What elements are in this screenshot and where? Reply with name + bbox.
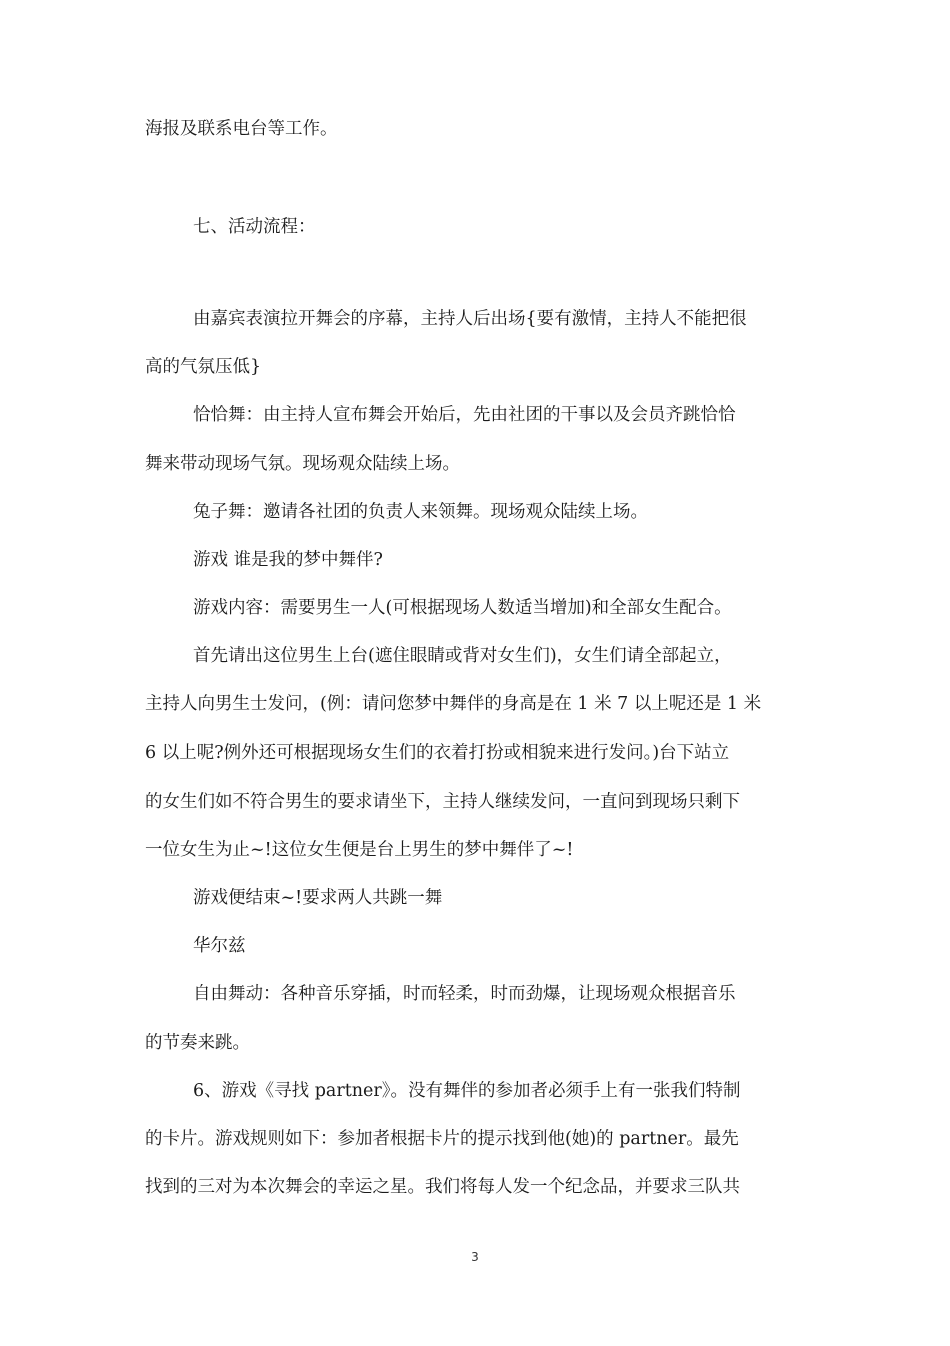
text-line: 一位女生为止~!这位女生便是台上男生的梦中舞伴了~! <box>145 840 574 860</box>
text-line: 高的气氛压低} <box>145 357 262 377</box>
text-line: 6 以上呢?例外还可根据现场女生们的衣着打扮或相貌来进行发问。)台下站立 <box>145 743 730 763</box>
text-line: 的卡片。游戏规则如下：参加者根据卡片的提示找到他(她)的 partner。最先 <box>145 1129 739 1149</box>
text-line: 兔子舞：邀请各社团的负责人来领舞。现场观众陆续上场。 <box>193 502 648 522</box>
text-line: 找到的三对为本次舞会的幸运之星。我们将每人发一个纪念品，并要求三队共 <box>145 1177 740 1197</box>
text-line: 海报及联系电台等工作。 <box>145 119 338 139</box>
text-line: 游戏 谁是我的梦中舞伴? <box>193 550 383 570</box>
text-line: 恰恰舞：由主持人宣布舞会开始后，先由社团的干事以及会员齐跳恰恰 <box>193 405 736 425</box>
text-line: 由嘉宾表演拉开舞会的序幕，主持人后出场{要有激情，主持人不能把很 <box>193 309 747 329</box>
text-line: 6、游戏《寻找 partner》。没有舞伴的参加者必须手上有一张我们特制 <box>193 1081 741 1101</box>
section-heading: 七、活动流程： <box>193 217 316 237</box>
text-line: 的节奏来跳。 <box>145 1033 250 1053</box>
text-line: 的女生们如不符合男生的要求请坐下，主持人继续发问，一直问到现场只剩下 <box>145 792 740 812</box>
text-line: 游戏便结束~!要求两人共跳一舞 <box>193 888 443 908</box>
text-line: 主持人向男生士发问，(例：请问您梦中舞伴的身高是在 1 米 7 以上呢还是 1 米 <box>145 694 762 714</box>
text-line: 游戏内容：需要男生一人(可根据现场人数适当增加)和全部女生配合。 <box>193 598 732 618</box>
text-line: 自由舞动：各种音乐穿插，时而轻柔，时而劲爆，让现场观众根据音乐 <box>193 984 736 1004</box>
page-number: 3 <box>471 1250 479 1264</box>
text-line: 华尔兹 <box>193 936 246 956</box>
text-line: 舞来带动现场气氛。现场观众陆续上场。 <box>145 454 460 474</box>
text-line: 首先请出这位男生上台(遮住眼睛或背对女生们)，女生们请全部起立， <box>193 646 732 666</box>
